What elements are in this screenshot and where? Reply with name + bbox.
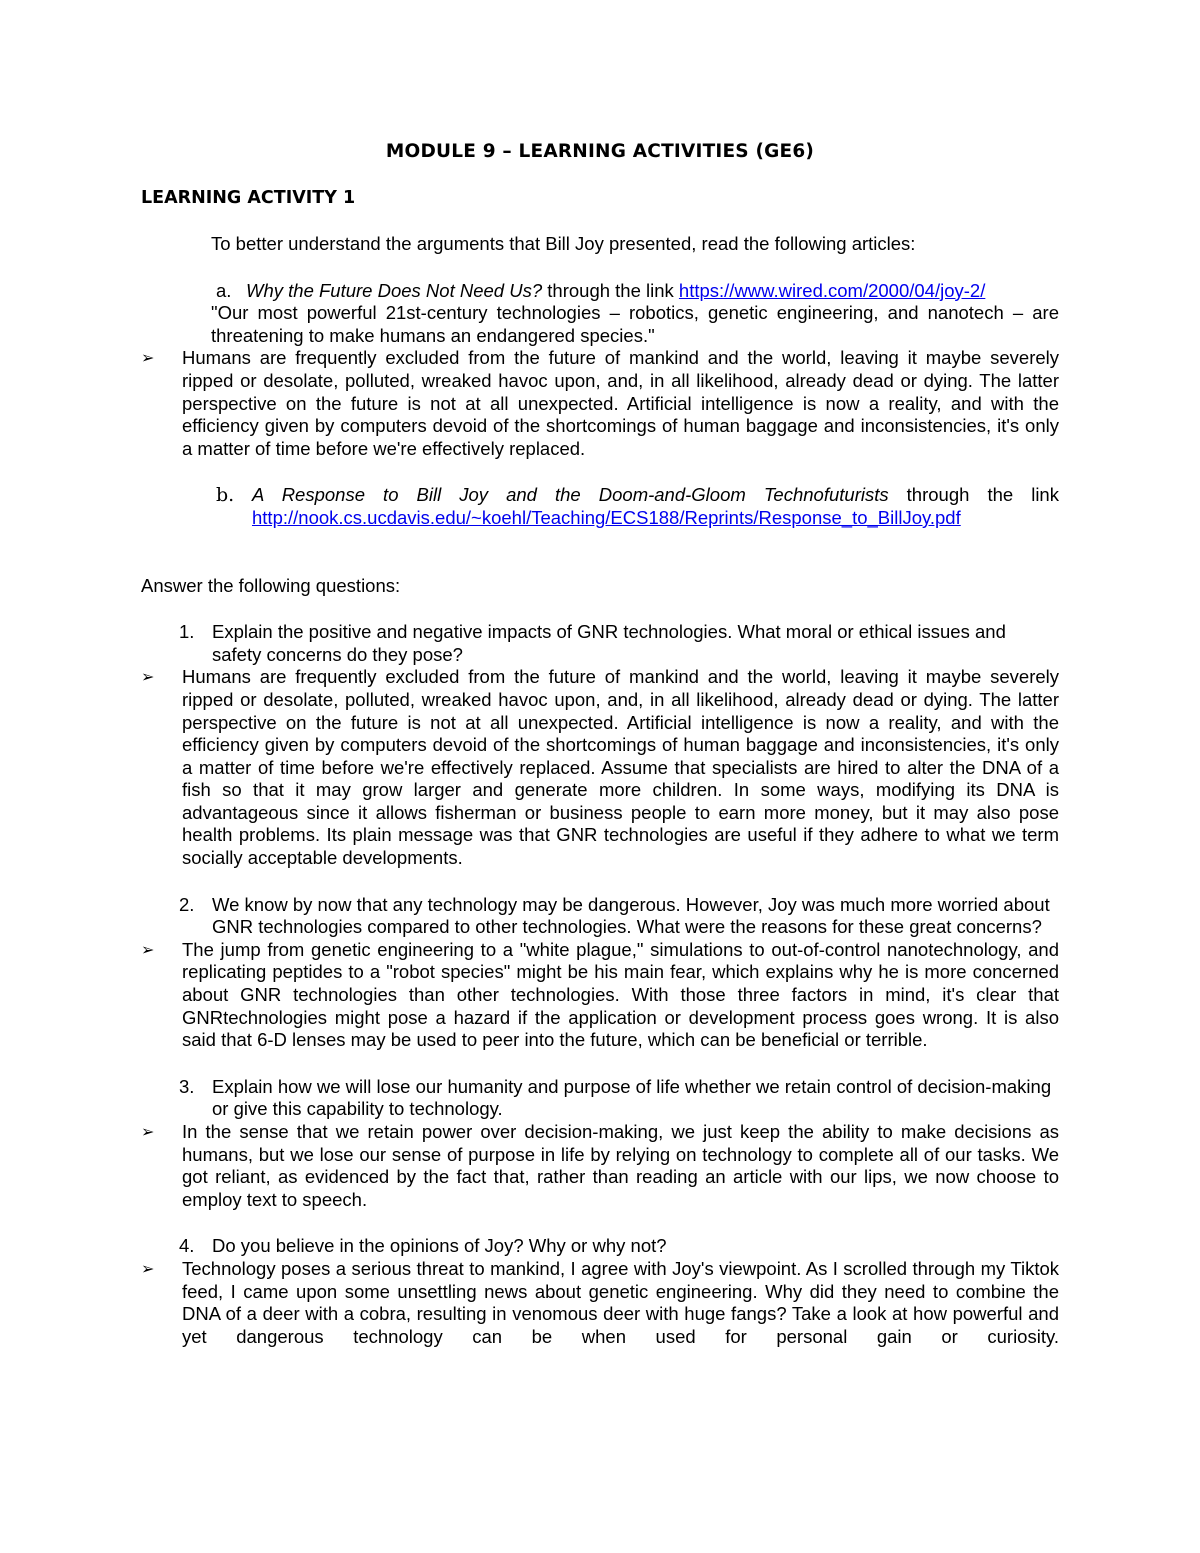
question-1 [179,621,1059,666]
article-b-marker: b. [216,484,235,507]
question-3 [179,1076,1059,1121]
article-b-link-prefix: through the link [888,484,1059,506]
article-a-link[interactable]: https://www.wired.com/2000/04/joy-2/ [678,279,986,301]
question-number: 4. [179,1235,195,1257]
arrow-bullet-icon: ➢ [141,348,155,368]
answer-heading: Answer the following questions: [141,574,401,596]
arrow-bullet-icon: ➢ [141,1122,155,1141]
arrow-bullet-icon: ➢ [141,1258,155,1278]
article-a-answer [141,347,1059,460]
question-number: 2. [179,893,195,915]
article-a-quote: "Our most powerful 21st-century technologies – robotics, genetic engineering, and nanotech – are threatening to make humans an endangered species." [211,302,1059,346]
question-text: Explain how we will lose our humanity and purpose of life whether we retain control of decision-making or give this capability to technology. [212,1075,1052,1120]
question-number: 1. [179,621,195,643]
article-a [216,280,1059,303]
article-a-marker: a. [216,279,232,301]
article-a-link-prefix: through the link [542,279,679,301]
article-a-title: Why the Future Does Not Need Us? [246,279,543,301]
article-b-title: A Response to Bill Joy and the Doom-and-Gloom Technofuturists [252,484,889,506]
answer-2 [141,939,1059,1052]
arrow-bullet-icon: ➢ [141,667,155,687]
question-text: We know by now that any technology may be dangerous. However, Joy was much more worried about GNR technologies compared to other technologies. What were the reasons for these great concerns? [212,893,1050,938]
arrow-bullet-icon: ➢ [141,939,155,959]
article-b-title-line [252,484,1059,507]
document-title: MODULE 9 – LEARNING ACTIVITIES (GE6) [385,141,815,162]
article-b [216,484,1059,529]
answer-text: Technology poses a serious threat to mankind, I agree with Joy's viewpoint. As I scrolled through my Tiktok feed, I came upon some unsettling news about genetic engineering. Why did they need to combine the DNA of a deer with a cobra, resulting in venomous deer with huge fangs? Take a look at how powerful and yet dangerous technology can be when used for personal gain or curiosity. [182,1257,1059,1347]
answer-1 [141,666,1059,869]
question-4 [179,1235,1059,1258]
article-a-answer-text: Humans are frequently excluded from the future of mankind and the world, leaving it maybe severely ripped or desolate, polluted, wreaked havoc upon, and, in all likelihood, already dead or dying. The latter perspective on the future is not at all unexpected. Artificial intelligence is now a reality, and with the efficiency given by computers devoid of the shortcomings of human baggage and inconsistencies, it's only a matter of time before we're effectively replaced. [182,347,1059,459]
article-a-line [246,280,985,303]
answer-text: Humans are frequently excluded from the future of mankind and the world, leaving it maybe severely ripped or desolate, polluted, wreaked havoc upon, and, in all likelihood, already dead or dying. The latter perspective on the future is not at all unexpected. Artificial intelligence is now a reality, and with the efficiency given by computers devoid of the shortcomings of human baggage and inconsistencies, it's only a matter of time before we're effectively replaced. Assume that specialists are hired to alter the DNA of a fish so that it may grow larger and generate more children. In some ways, modifying its DNA is advantageous since it allows fisherman or business people to earn more money, but it may also pose health problems. Its plain message was that GNR technologies are useful if they adhere to what we term socially acceptable developments. [182,666,1059,869]
intro-text: To better understand the arguments that Bill Joy presented, read the following articles: [211,233,916,254]
article-b-link[interactable]: http://nook.cs.ucdavis.edu/~koehl/Teaching/ECS188/Reprints/Response_to_BillJoy.pdf [252,506,961,528]
question-2 [179,894,1059,939]
answer-text: In the sense that we retain power over decision-making, we just keep the ability to make decisions as humans, but we lose our sense of purpose in life by relying on technology to complete all of our tasks. We got reliant, as evidenced by the fact that, rather than reading an article with our lips, we now choose to employ text to speech. [182,1121,1059,1210]
answer-4 [141,1258,1059,1348]
answer-text: The jump from genetic engineering to a "white plague," simulations to out-of-control nanotechnology, and replicating peptides to a "robot species" might be his main fear, which explains why he is more concerned about GNR technologies than other technologies. With those three factors in mind, it's clear that GNRtechnologies might pose a hazard if the application or development process goes wrong. It is also said that 6-D lenses may be used to peer into the future, which can be beneficial or terrible. [182,938,1059,1051]
question-text: Do you believe in the opinions of Joy? Why or why not? [212,1235,667,1257]
answer-3 [141,1121,1059,1211]
question-number: 3. [179,1075,195,1097]
activity-heading: LEARNING ACTIVITY 1 [141,188,356,208]
question-text: Explain the positive and negative impacts of GNR technologies. What moral or ethical issues and safety concerns do they pose? [212,621,1006,665]
article-b-line [252,484,1059,529]
